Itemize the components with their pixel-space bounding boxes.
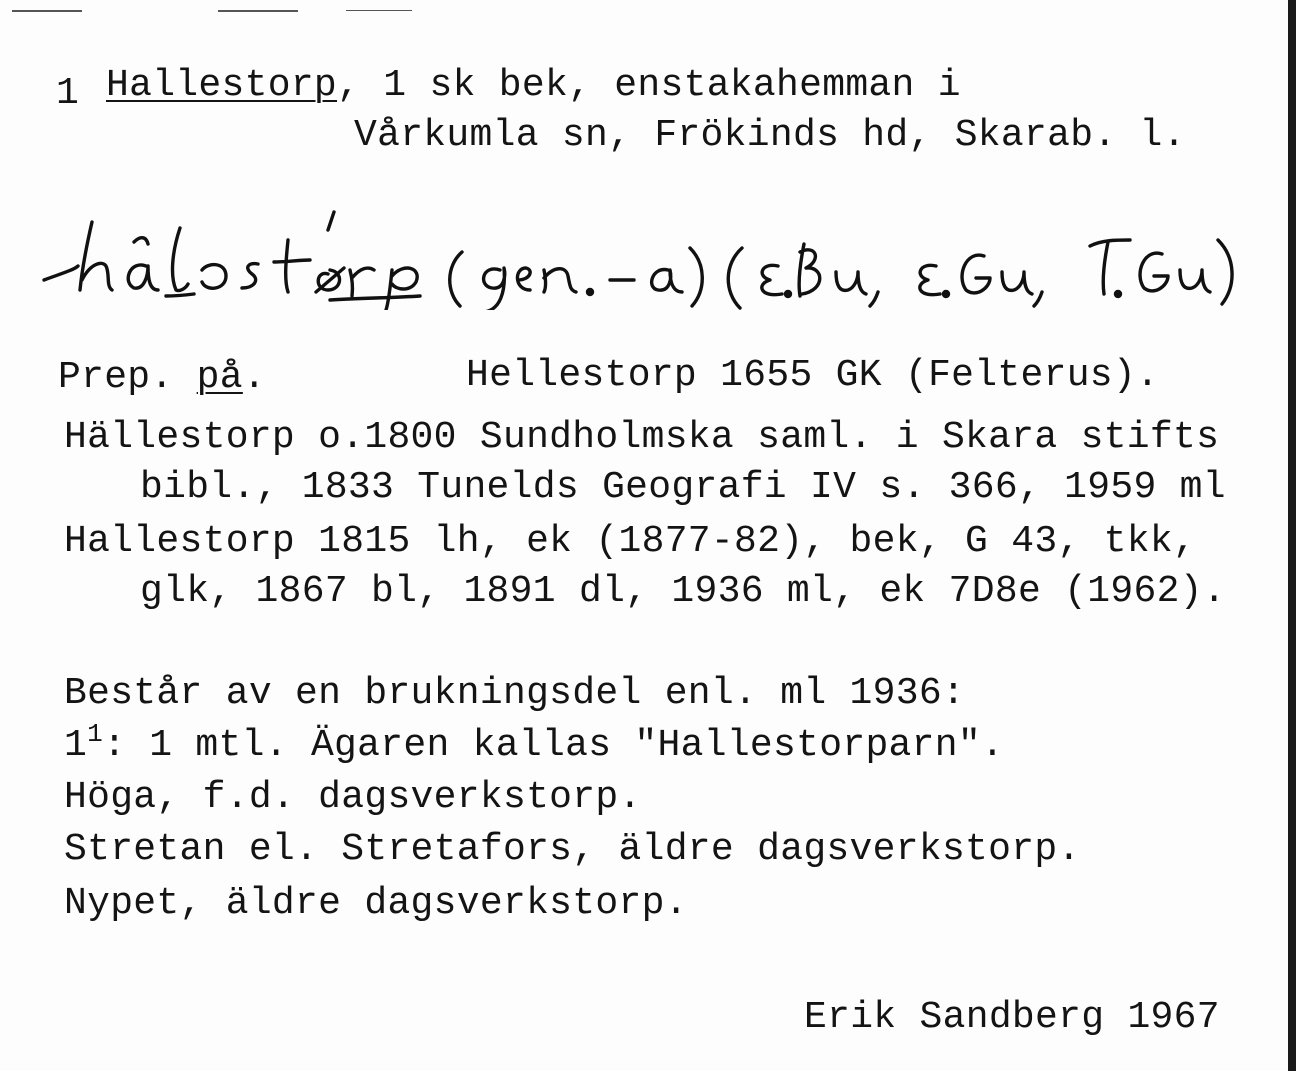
composition-intro: Består av en brukningsdel enl. ml 1936:: [64, 672, 966, 715]
composition-item: Nypet, äldre dagsverkstorp.: [64, 882, 688, 925]
part-text: : 1 mtl. Ägaren kallas "Hallestorparn".: [103, 724, 1005, 767]
part-number: 1: [64, 724, 88, 767]
composition-part: [64, 719, 1005, 770]
historical-form-line: glk, 1867 bl, 1891 dl, 1936 ml, ek 7D8e (1962).: [140, 570, 1226, 613]
part-superscript: 1: [87, 719, 104, 749]
historical-form-line: Hällestorp o.1800 Sundholmska saml. i Skara stifts: [64, 416, 1220, 459]
top-edge-mark: [218, 10, 298, 12]
signature: Erik Sandberg 1967: [804, 996, 1220, 1039]
prep-dot: .: [242, 356, 266, 399]
historical-form-line: Hallestorp 1815 lh, ek (1877-82), bek, G 43, tkk,: [64, 520, 1197, 563]
composition-item: Stretan el. Stretafors, äldre dagsverkstorp.: [64, 828, 1081, 871]
composition-item: Höga, f.d. dagsverkstorp.: [64, 776, 642, 819]
top-edge-mark: [346, 10, 412, 11]
handwritten-pronunciation: [30, 200, 1260, 310]
prep-line: [58, 356, 266, 400]
header-line-1: [106, 64, 961, 108]
historical-form-line: bibl., 1833 Tunelds Geografi IV s. 366, 1959 ml: [140, 466, 1226, 509]
place-name: Hallestorp: [106, 64, 338, 107]
prep-label: Prep.: [58, 356, 174, 399]
card-right-edge: [1288, 0, 1296, 1071]
prep-value: på: [196, 356, 243, 399]
top-edge-mark: [12, 10, 82, 12]
card-background-edge: [1296, 0, 1309, 1071]
card-number-marker: 1: [56, 72, 79, 115]
historical-form-1655: Hellestorp 1655 GK (Felterus).: [466, 354, 1160, 397]
header-line-1-rest: , 1 sk bek, enstakahemman i: [337, 64, 961, 107]
header-line-2: Vårkumla sn, Frökinds hd, Skarab. l.: [354, 114, 1186, 157]
